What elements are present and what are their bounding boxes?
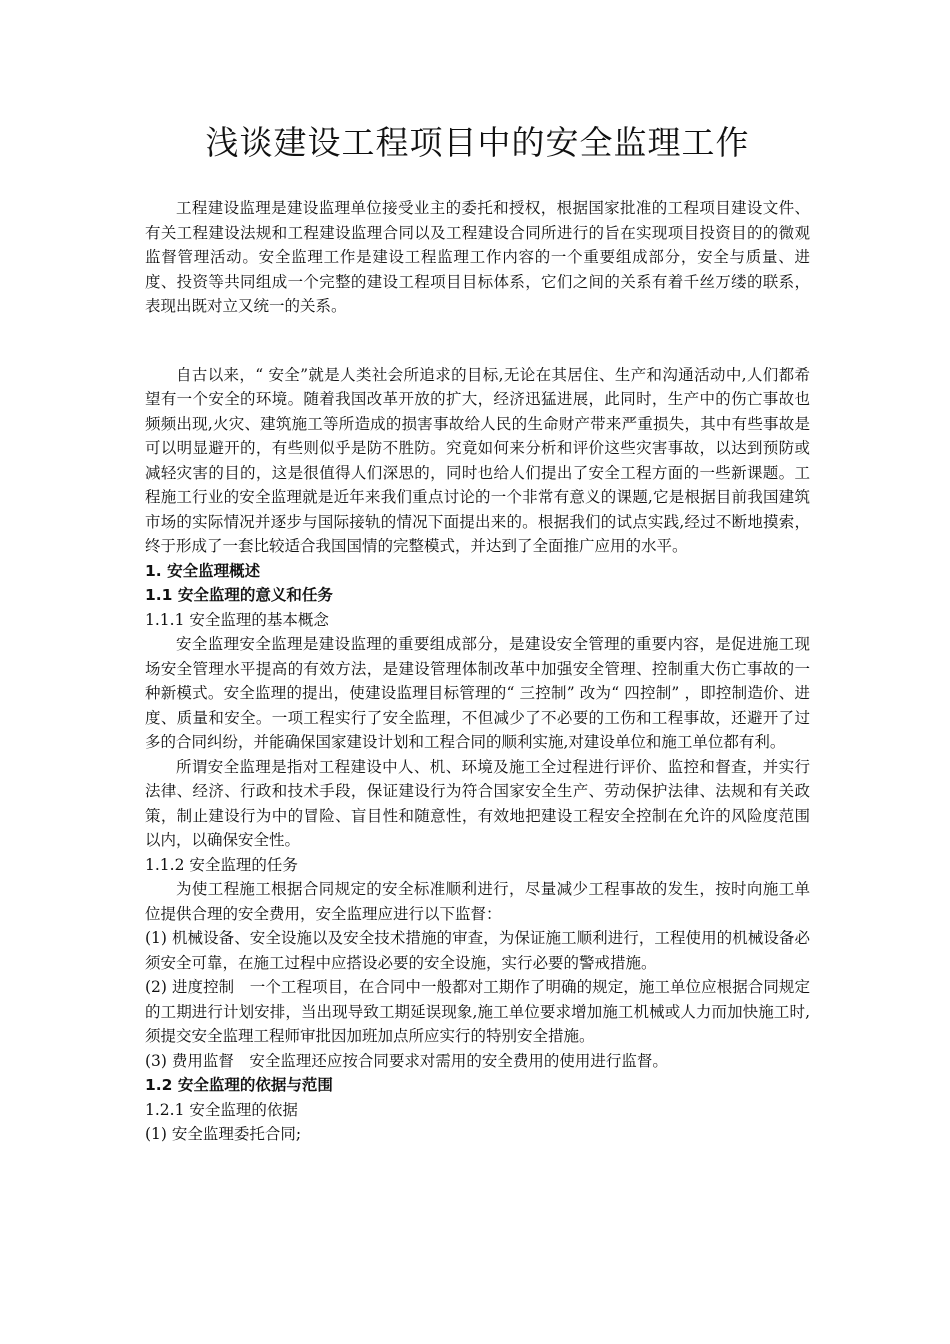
section-heading-1-1: 1.1 安全监理的意义和任务 <box>145 586 333 605</box>
list-item: (3) 费用监督 安全监理还应按合同要求对需用的安全费用的使用进行监督。 <box>145 1051 668 1070</box>
section-heading-1-1-2: 1.1.2 安全监理的任务 <box>145 855 298 874</box>
document-title: 浅谈建设工程项目中的安全监理工作 <box>205 123 750 162</box>
list-item: (1) 机械设备、安全设施以及安全技术措施的审查，为保证施工顺利进行，工程使用的机械设备必须安全可靠，在施工过程中应搭设必要的安全设施，实行必要的警戒措施。 <box>145 929 810 972</box>
concept-paragraph-1: 安全监理安全监理是建设监理的重要组成部分，是建设安全管理的重要内容，是促进施工现场安全管理水平提高的有效方法，是建设管理体制改革中加强安全管理、控制重大伤亡事故的一种新模式。安全监理的提出，使建设监理目标管理的“ 三控制” 改为“ 四控制” ，即控制造价、进度、质量和安全。一项工程实行了安全监理，不但减少了不必要的工伤和工程事故，还避开了过多的合同纠纷，并能确保国家建设计划和工程合同的顺利实施,对建设单位和施工单位都有利。 <box>145 635 810 752</box>
intro-paragraph: 工程建设监理是建设监理单位接受业主的委托和授权，根据国家批准的工程项目建设文件、有关工程建设法规和工程建设监理合同以及工程建设合同所进行的旨在实现项目投资目的的微观监督管理活动。安全监理工作是建设工程监理工作内容的一个重要组成部分，安全与质量、进度、投资等共同组成一个完整的建设工程项目目标体系，它们之间的关系有着千丝万缕的联系，表现出既对立又统一的关系。 <box>145 199 810 316</box>
section-heading-1-2: 1.2 安全监理的依据与范围 <box>145 1076 333 1095</box>
background-paragraph: 自古以来，“ 安全”就是人类社会所追求的目标,无论在其居住、生产和沟通活动中,人们都希望有一个安全的环境。随着我国改革开放的扩大，经济迅猛进展，此同时，生产中的伤亡事故也频频出现,火灾、建筑施工等所造成的损害事故给人民的生命财产带来严重损失，其中有些事故是可以明显避开的，有些则似乎是防不胜防。究竟如何来分析和评价这些灾害事故，以达到预防或减轻灾害的目的，这是很值得人们深思的，同时也给人们提出了安全工程方面的一些新课题。工程施工行业的安全监理就是近年来我们重点讨论的一个非常有意义的课题,它是根据目前我国建筑市场的实际情况并逐步与国际接轨的情况下面提出来的。根据我们的试点实践,经过不断地摸索，终于形成了一套比较适合我国国情的完整模式，并达到了全面推广应用的水平。 <box>145 365 810 556</box>
concept-paragraph-2: 所谓安全监理是指对工程建设中人、机、环境及施工全过程进行评价、监控和督查，并实行法律、经济、行政和技术手段，保证建设行为符合国家安全生产、劳动保护法律、法规和有关政策，制止建设行为中的冒险、盲目性和随意性，有效地把建设工程安全控制在允许的风险度范围以内，以确保安全性。 <box>145 757 810 850</box>
section-heading-1: 1. 安全监理概述 <box>145 561 261 580</box>
section-heading-1-2-1: 1.2.1 安全监理的依据 <box>145 1100 298 1119</box>
task-paragraph: 为使工程施工根据合同规定的安全标准顺利进行，尽量减少工程事故的发生，按时向施工单位提供合理的安全费用，安全监理应进行以下监督： <box>145 880 810 923</box>
document-page <box>145 120 810 1147</box>
list-item: (2) 进度控制 一个工程项目，在合同中一般都对工期作了明确的规定，施工单位应根据合同规定的工期进行计划安排，当出现导致工期延误现象,施工单位要求增加施工机械或人力而加快施工时,须提交安全监理工程师审批因加班加点所应实行的特别安全措施。 <box>145 978 810 1046</box>
section-heading-1-1-1: 1.1.1 安全监理的基本概念 <box>145 610 329 629</box>
list-item: (1) 安全监理委托合同; <box>145 1125 302 1144</box>
paragraph-gap <box>145 319 810 363</box>
